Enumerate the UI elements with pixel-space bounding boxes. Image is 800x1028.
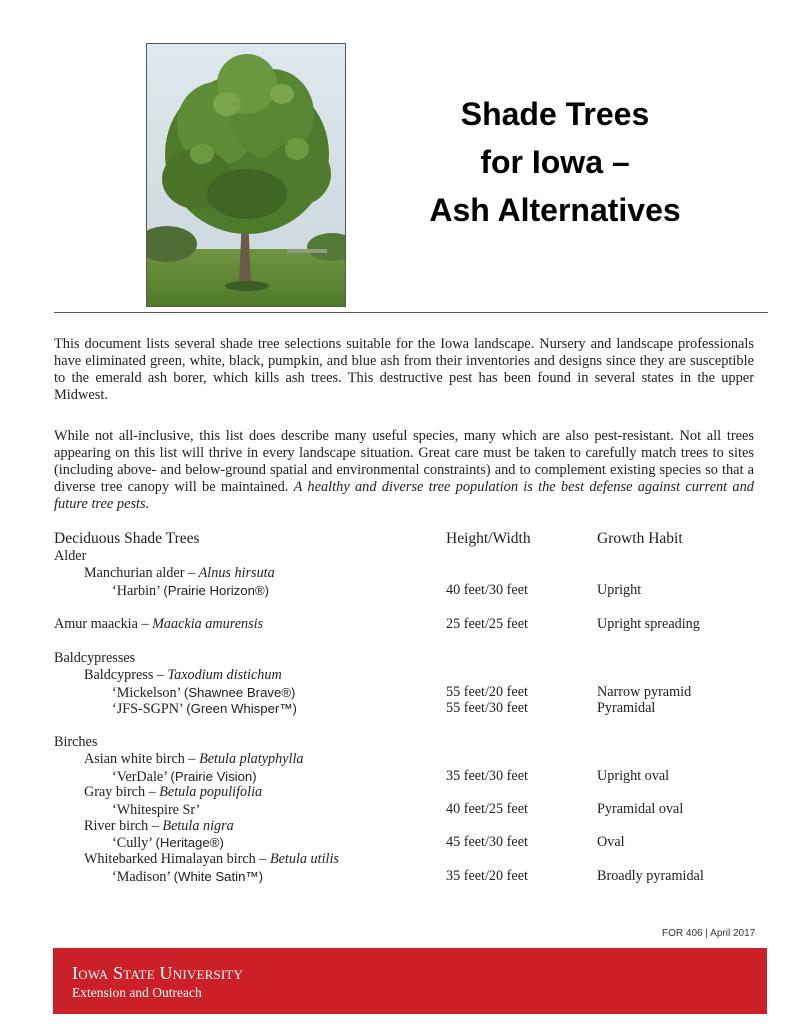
scientific-name: Taxodium distichum: [167, 667, 282, 683]
cultivar-name: ‘Whitespire Sr’: [112, 802, 201, 818]
growth-habit-value: Pyramidal: [597, 700, 656, 716]
header-category: Deciduous Shade Trees: [54, 530, 200, 547]
growth-habit-value: Upright: [597, 582, 642, 598]
species-row: [54, 616, 263, 633]
height-width-value: 45 feet/30 feet: [446, 834, 528, 850]
title-line-1: Shade Trees: [460, 96, 650, 132]
title-line-3: Ash Alternatives: [429, 192, 681, 228]
common-name: Asian white birch –: [84, 751, 200, 767]
growth-habit-value: Oval: [597, 834, 625, 850]
growth-habit-value: Broadly pyramidal: [597, 868, 704, 884]
height-width-value: 55 feet/30 feet: [446, 700, 528, 716]
species-row: [84, 667, 282, 684]
tree-photo: [146, 43, 346, 307]
cultivar-row: [112, 582, 269, 600]
height-width-value: 35 feet/30 feet: [446, 768, 528, 784]
group-label: Baldcypresses: [54, 650, 136, 666]
intro-paragraph-2-text: While not all-inclusive, this list does describe many useful species, many which are also pest-resistant. Not all trees appearing on this list will thrive in every landscape situation. Great care must be taken to carefully match trees to sites (including above- and below-ground spatial and environmental constraints) and to complement existing species so that a diverse tree canopy will be maintained.: [54, 428, 754, 495]
height-width-value: 40 feet/25 feet: [446, 801, 528, 817]
scientific-name: Betula utilis: [269, 851, 339, 867]
growth-habit-value: Upright oval: [597, 768, 670, 784]
growth-habit-value: Narrow pyramid: [597, 684, 692, 700]
extension-unit: Extension and Outreach: [72, 985, 202, 1000]
group-label: Birches: [54, 734, 98, 750]
trade-name: (Green Whisper™): [186, 701, 297, 716]
common-name: Whitebarked Himalayan birch –: [84, 851, 270, 867]
common-name: Baldcypress –: [84, 667, 168, 683]
scientific-name: Alnus hirsuta: [198, 565, 275, 581]
species-row: [84, 751, 303, 768]
common-name: River birch –: [84, 818, 163, 834]
height-width-value: 35 feet/20 feet: [446, 868, 528, 884]
cultivar-row: [112, 868, 263, 886]
title-line-2: for Iowa –: [480, 144, 630, 180]
height-width-value: 40 feet/30 feet: [446, 582, 528, 598]
trade-name: (White Satin™): [173, 869, 264, 884]
tree-illustration: [147, 44, 345, 306]
scientific-name: Maackia amurensis: [152, 616, 264, 632]
cultivar-row: [112, 801, 200, 819]
growth-habit-value: Pyramidal oval: [597, 801, 684, 817]
cultivar-name: ‘Madison’: [112, 869, 174, 885]
cultivar-name: ‘Mickelson’: [112, 685, 184, 701]
scientific-name: Betula nigra: [162, 818, 234, 834]
trade-name: (Prairie Vision): [170, 769, 257, 784]
trade-name: (Heritage®): [155, 835, 224, 850]
scientific-name: Betula populifolia: [159, 784, 263, 800]
common-name: Gray birch –: [84, 784, 160, 800]
intro-paragraph-2-italic: A healthy and diverse tree population is the best defense against current and future tree pests.: [54, 479, 754, 512]
height-width-value: 25 feet/25 feet: [446, 616, 528, 632]
university-name: Iowa State University: [72, 963, 244, 983]
header-growth-habit: Growth Habit: [597, 530, 683, 547]
growth-habit-value: Upright spreading: [597, 616, 700, 632]
group-label: Alder: [54, 548, 87, 564]
cultivar-row: [112, 700, 297, 718]
common-name: Amur maackia –: [54, 616, 153, 632]
cultivar-name: ‘VerDale’: [112, 769, 171, 785]
footer-band: [53, 948, 767, 1014]
species-row: [84, 818, 234, 835]
species-row: [84, 565, 275, 582]
cultivar-name: ‘JFS-SGPN’: [112, 701, 187, 717]
cultivar-row: [112, 834, 224, 852]
species-row: [84, 851, 339, 868]
cultivar-name: ‘Cully’: [112, 835, 156, 851]
cultivar-name: ‘Harbin’: [112, 583, 164, 599]
header-height-width: Height/Width: [446, 530, 531, 547]
header-divider: [54, 312, 768, 313]
trade-name: (Shawnee Brave®): [183, 685, 296, 700]
height-width-value: 55 feet/20 feet: [446, 684, 528, 700]
intro-paragraph-1: This document lists several shade tree selections suitable for the Iowa landscape. Nursery and landscape professionals have eliminated green, white, black, pumpkin, and blue ash from their inventories and designs since they are susceptible to the emerald ash borer, which kills ash trees. This destructive pest has been found in several states in the upper Midwest.: [54, 336, 754, 403]
intro-paragraph-2: [54, 428, 754, 513]
common-name: Manchurian alder –: [84, 565, 199, 581]
trade-name: (Prairie Horizon®): [163, 583, 270, 598]
publication-code: FOR 406 | April 2017: [662, 928, 756, 939]
species-row: [84, 784, 262, 801]
scientific-name: Betula platyphylla: [199, 751, 304, 767]
document-title: [370, 90, 740, 234]
